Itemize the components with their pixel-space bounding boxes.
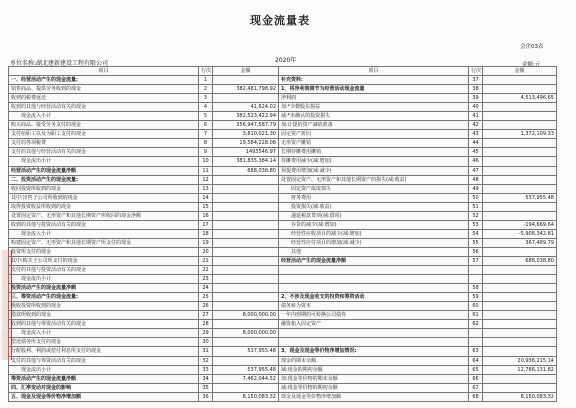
left-item: 购建固定资产、无形资产和其他长期资产所支付的现金 [9, 238, 199, 247]
left-item: 支付的各项税费 [9, 139, 199, 148]
table-row [9, 266, 557, 275]
right-row-no: 55 [469, 238, 483, 247]
right-item [279, 329, 469, 338]
left-amount [213, 229, 279, 238]
right-item: 净利润 [279, 94, 469, 103]
right-row-no [469, 329, 483, 338]
table-row [9, 130, 557, 139]
table-row [9, 148, 557, 157]
left-row-no: 26 [199, 302, 213, 311]
left-amount: 1493546.97 [213, 148, 279, 157]
left-item: 筹资活动产生的现金流量净额 [9, 374, 199, 383]
left-item: 取得投资收益所收到的现金 [9, 202, 199, 211]
table-row [9, 256, 557, 265]
currency-unit: 金额:元 [522, 62, 541, 68]
table-row [9, 275, 557, 284]
left-row-no: 5 [199, 112, 213, 121]
right-row-no: 44 [469, 139, 483, 148]
right-row-no: 59 [469, 293, 483, 302]
right-item [279, 266, 469, 275]
right-row-no: 53 [469, 220, 483, 229]
right-amount [483, 166, 557, 175]
left-amount [213, 193, 279, 202]
table-row [9, 211, 557, 220]
left-row-no: 2 [199, 85, 213, 94]
left-amount [213, 220, 279, 229]
left-item: 其中:出售子公司所收到的现金 [9, 193, 199, 202]
form-number: 会企03表 [520, 44, 544, 50]
left-amount [213, 256, 279, 265]
left-amount: 8,000,000.00 [213, 311, 279, 320]
left-item: 现金流入小计 [9, 229, 199, 238]
left-row-no: 31 [199, 347, 213, 356]
left-row-no: 29 [199, 329, 213, 338]
table-body [9, 76, 557, 402]
left-row-no: 32 [199, 356, 213, 365]
right-row-no: 68 [469, 392, 483, 401]
table-row [9, 347, 557, 356]
right-item: 无形资产摊销 [279, 139, 469, 148]
left-item: 分配股利、利润或偿付利息所支付的现金 [9, 347, 199, 356]
right-amount [483, 184, 557, 193]
left-row-no: 13 [199, 184, 213, 193]
left-row-no: 9 [199, 148, 213, 157]
right-amount [483, 139, 557, 148]
table-row [9, 302, 557, 311]
right-amount: -5,908,342.81 [483, 229, 557, 238]
right-amount [483, 284, 557, 293]
right-amount: 367,489.79 [483, 238, 557, 247]
right-amount [483, 247, 557, 256]
left-row-no: 18 [199, 229, 213, 238]
right-amount [483, 275, 557, 284]
left-amount [213, 211, 279, 220]
right-item: 加:计提的资产减值准备 [279, 121, 469, 130]
table-row [9, 374, 557, 383]
right-amount: 688,038.80 [483, 256, 557, 265]
left-item: 三、筹资活动产生的现金流量: [9, 293, 199, 302]
table-row [9, 220, 557, 229]
left-amount: 537,955.48 [213, 365, 279, 374]
right-item: 融资租入固定资产 [279, 320, 469, 329]
right-row-no [469, 338, 483, 347]
right-item: 3、现金及现金等价物净增加情况: [279, 347, 469, 356]
left-row-no: 28 [199, 320, 213, 329]
right-item: 存货的减少(减:增加) [279, 220, 469, 229]
right-amount: 1,372,109.33 [483, 130, 557, 139]
left-row-no: 35 [199, 383, 213, 392]
right-amount: 20,936,215.14 [483, 356, 557, 365]
table-row [9, 329, 557, 338]
header-row-no: 行次 [199, 67, 213, 76]
table-row [9, 175, 557, 184]
table-row [9, 229, 557, 238]
right-row-no: 40 [469, 103, 483, 112]
right-row-no: 46 [469, 157, 483, 166]
right-row-no: 39 [469, 94, 483, 103]
right-row-no: 65 [469, 365, 483, 374]
left-row-no: 7 [199, 130, 213, 139]
right-item: 处置固定资产、无形资产和其他长期资产的损失(减:收益) [279, 175, 469, 184]
left-amount: 19,584,228.08 [213, 139, 279, 148]
right-item: 减:现金的期初余额 [279, 365, 469, 374]
left-item: 偿还债务所支付的现金 [9, 338, 199, 347]
right-item: 减:*未确认的投资损失 [279, 112, 469, 121]
right-amount [483, 211, 557, 220]
left-row-no: 21 [199, 256, 213, 265]
right-amount: 8,150,083.32 [483, 392, 557, 401]
right-item: 财务费用 [279, 193, 469, 202]
right-amount [483, 293, 557, 302]
right-row-no: 66 [469, 374, 483, 383]
right-row-no: 62 [469, 320, 483, 329]
right-row-no: 52 [469, 211, 483, 220]
right-row-no: 57 [469, 256, 483, 265]
left-amount: 688,038.80 [213, 166, 279, 175]
right-row-no: 50 [469, 193, 483, 202]
right-amount [483, 374, 557, 383]
right-item: 现金的期末余额 [279, 356, 469, 365]
right-amount [483, 103, 557, 112]
cash-flow-table [8, 66, 557, 402]
left-item: 投资所支付的现金 [9, 247, 199, 256]
left-item: 其中:购买子公司所支付的现金 [9, 256, 199, 265]
left-item: 收到的其他与经营活动有关的现金 [9, 103, 199, 112]
right-item: 补充资料: [279, 76, 469, 85]
right-item: 固定资产折旧 [279, 130, 469, 139]
table-row [9, 311, 557, 320]
table-row [9, 247, 557, 256]
left-item: 支付的其他与经营活动有关的现金 [9, 148, 199, 157]
table-row [9, 383, 557, 392]
left-amount: 382,481,798.92 [213, 85, 279, 94]
right-row-no: 56 [469, 247, 483, 256]
left-row-no: 19 [199, 238, 213, 247]
right-amount [483, 121, 557, 130]
left-row-no: 30 [199, 338, 213, 347]
right-row-no [469, 266, 483, 275]
left-amount [213, 338, 279, 347]
left-item: 吸收投资所收到的现金 [9, 302, 199, 311]
right-item [279, 284, 469, 293]
left-amount: 8,000,000.00 [213, 329, 279, 338]
left-row-no: 3 [199, 94, 213, 103]
left-item: 现金流出小计 [9, 275, 199, 284]
left-row-no: 6 [199, 121, 213, 130]
right-amount: 12,786,131.82 [483, 365, 557, 374]
left-item: 现金流入小计 [9, 112, 199, 121]
left-item: 销售商品、提供劳务收到的现金 [9, 85, 199, 94]
right-row-no: 48 [469, 175, 483, 184]
right-amount [483, 157, 557, 166]
left-item: 支付给职工以及为职工支付的现金 [9, 130, 199, 139]
right-row-no: 54 [469, 229, 483, 238]
right-item: 预提费用增加(减:减少) [279, 166, 469, 175]
right-row-no: 60 [469, 302, 483, 311]
right-item: 长期待摊费用摊销 [279, 148, 469, 157]
right-item: 投资损失(减:收益) [279, 202, 469, 211]
table-row [9, 184, 557, 193]
left-row-no: 17 [199, 220, 213, 229]
right-item: 经营性应收项目的减少(减:增加) [279, 229, 469, 238]
left-row-no: 36 [199, 392, 213, 401]
page-title: 现金流量表 [250, 14, 310, 27]
left-item: 五、现金及现金等价物净增加额 [9, 392, 199, 401]
right-amount [483, 383, 557, 392]
left-item: 经营活动产生的现金流量净额 [9, 166, 199, 175]
right-row-no: 61 [469, 311, 483, 320]
right-amount [483, 320, 557, 329]
right-amount [483, 148, 557, 157]
left-row-no: 12 [199, 175, 213, 184]
left-row-no: 34 [199, 374, 213, 383]
right-row-no: 47 [469, 166, 483, 175]
left-row-no: 11 [199, 166, 213, 175]
right-amount [483, 202, 557, 211]
table-row [9, 166, 557, 175]
left-amount [213, 284, 279, 293]
table-row [9, 238, 557, 247]
right-amount [483, 76, 557, 85]
left-amount [213, 383, 279, 392]
table-row [9, 112, 557, 121]
left-item: 收到的税费返还 [9, 94, 199, 103]
left-row-no: 8 [199, 139, 213, 148]
left-row-no: 27 [199, 311, 213, 320]
right-item: 固定资产报废损失 [279, 184, 469, 193]
table-header [9, 67, 557, 76]
company-name: 单位名称:湖北建新建设工程有限公司 [10, 60, 109, 67]
right-item: 加:现金等价物的期末余额 [279, 374, 469, 383]
right-amount [483, 338, 557, 347]
left-amount [213, 238, 279, 247]
left-amount [213, 293, 279, 302]
right-amount [483, 266, 557, 275]
right-amount [483, 85, 557, 94]
left-row-no: 23 [199, 275, 213, 284]
left-item: 收到的其他与筹资活动有关的现金 [9, 320, 199, 329]
left-amount: 382,523,422.94 [213, 112, 279, 121]
right-amount [483, 329, 557, 338]
left-item: 支付的其他与投资活动有关的现金 [9, 266, 199, 275]
header-item: 项目 [9, 67, 199, 76]
right-row-no: 49 [469, 184, 483, 193]
right-amount [483, 112, 557, 121]
table-row [9, 202, 557, 211]
left-row-no: 33 [199, 365, 213, 374]
right-item: 债务转为资本 [279, 302, 469, 311]
left-row-no: 16 [199, 211, 213, 220]
header-amount: 金额 [483, 67, 557, 76]
right-amount: 537,955.48 [483, 193, 557, 202]
right-row-no: 42 [469, 121, 483, 130]
table-row [9, 76, 557, 85]
table-row [9, 121, 557, 130]
left-amount: 8,150,083.32 [213, 392, 279, 401]
left-amount: 3,810,021.30 [213, 130, 279, 139]
header-amount: 金额 [213, 67, 279, 76]
right-item: 其他 [279, 247, 469, 256]
right-item: 1、将净利润调节为经营活动现金流量 [279, 85, 469, 94]
left-row-no: 14 [199, 193, 213, 202]
right-item [279, 275, 469, 284]
right-row-no: 63 [469, 347, 483, 356]
right-item: 现金及现金等价物净增加额 [279, 392, 469, 401]
left-row-no: 15 [199, 202, 213, 211]
table-row [9, 293, 557, 302]
left-amount: 7,462,044.52 [213, 374, 279, 383]
table-row [9, 320, 557, 329]
left-item: 借款所收到的现金 [9, 311, 199, 320]
left-item: 现金流出小计 [9, 365, 199, 374]
left-amount: 537,955.48 [213, 347, 279, 356]
right-row-no: 43 [469, 130, 483, 139]
left-item: 购买商品、接受劳务支付的现金 [9, 121, 199, 130]
table-row [9, 338, 557, 347]
left-row-no: 22 [199, 266, 213, 275]
left-amount [213, 202, 279, 211]
left-item: 投资活动产生的现金流量净额 [9, 284, 199, 293]
report-year: 2020年 [275, 57, 297, 64]
header-row-no: 行次 [469, 67, 483, 76]
left-item: 收回投资所收到的现金 [9, 184, 199, 193]
right-row-no: 58 [469, 284, 483, 293]
right-row-no: 41 [469, 112, 483, 121]
table-row [9, 139, 557, 148]
left-amount [213, 175, 279, 184]
table-row [9, 193, 557, 202]
left-item: 处置固定资产、无形资产和其他长期资产所收回的现金净额 [9, 211, 199, 220]
right-amount [483, 302, 557, 311]
right-row-no: 67 [469, 383, 483, 392]
right-row-no [469, 275, 483, 284]
right-amount [483, 311, 557, 320]
table-row [9, 284, 557, 293]
right-row-no: 38 [469, 85, 483, 94]
left-row-no: 1 [199, 76, 213, 85]
left-item: 二、投资活动产生的现金流量: [9, 175, 199, 184]
right-item: 2、不涉及现金收支的投资和筹资活动 [279, 293, 469, 302]
right-row-no: 45 [469, 148, 483, 157]
left-item: 支付的其他与筹资活动有关的现金 [9, 356, 199, 365]
table-row [9, 85, 557, 94]
right-row-no: 51 [469, 202, 483, 211]
right-amount: 4,513,496.65 [483, 94, 557, 103]
header-item: 项目 [279, 67, 469, 76]
right-amount [483, 175, 557, 184]
table-row [9, 103, 557, 112]
right-item: 减:现金等价物的期初余额 [279, 383, 469, 392]
left-item: 现金流出小计 [9, 157, 199, 166]
left-amount: 41,624.02 [213, 103, 279, 112]
left-amount: 356,947,587.79 [213, 121, 279, 130]
left-amount [213, 76, 279, 85]
right-row-no: 64 [469, 356, 483, 365]
table-row [9, 94, 557, 103]
left-amount [213, 266, 279, 275]
left-row-no: 24 [199, 284, 213, 293]
right-item: 经营活动产生的现金流量净额 [279, 256, 469, 265]
left-row-no: 20 [199, 247, 213, 256]
left-amount [213, 247, 279, 256]
left-amount: 381,835,384.14 [213, 157, 279, 166]
right-amount [483, 347, 557, 356]
left-amount [213, 356, 279, 365]
left-item: 四、汇率变动对现金的影响 [9, 383, 199, 392]
table-row [9, 392, 557, 401]
left-amount [213, 275, 279, 284]
left-amount [213, 302, 279, 311]
left-row-no: 10 [199, 157, 213, 166]
left-amount [213, 94, 279, 103]
left-row-no: 25 [199, 293, 213, 302]
left-amount [213, 184, 279, 193]
right-item: 递延税款贷项(减:借项) [279, 211, 469, 220]
table-row [9, 157, 557, 166]
right-item: 经营性应付项目的增加(减:减少) [279, 238, 469, 247]
left-amount [213, 320, 279, 329]
right-row-no: 37 [469, 76, 483, 85]
right-amount: -194,669.64 [483, 220, 557, 229]
right-item [279, 338, 469, 347]
table-row [9, 356, 557, 365]
right-item: 加:*少数股东损益 [279, 103, 469, 112]
form-info [520, 44, 544, 51]
table-row [9, 365, 557, 374]
left-item: 收到的其他与投资活动有关的现金 [9, 220, 199, 229]
left-item: 一、经营活动产生的现金流量: [9, 76, 199, 85]
left-item: 现金流入小计 [9, 329, 199, 338]
right-item: 待摊费用减少(减:增加) [279, 157, 469, 166]
right-item: 一年内到期的可转换公司债券 [279, 311, 469, 320]
left-row-no: 4 [199, 103, 213, 112]
